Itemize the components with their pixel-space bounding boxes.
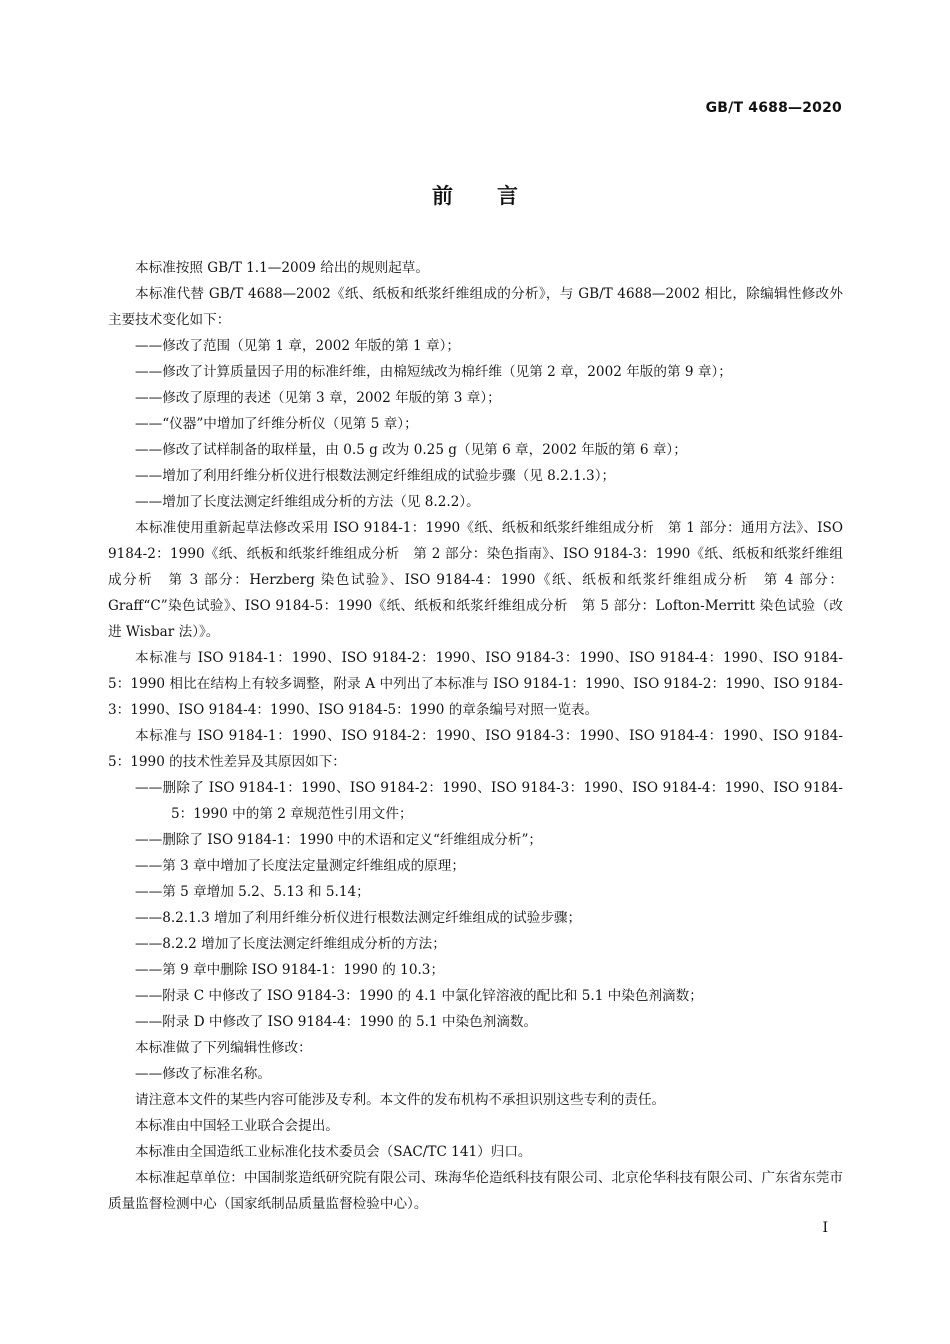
paragraph: 本标准使用重新起草法修改采用 ISO 9184-1：1990《纸、纸板和纸浆纤维组成分析 第 1 部分：通用方法》、ISO 9184-2：1990《纸、纸板和纸浆纤维组成分析 第 2 部分：染色指南》、ISO 9184-3：1990《纸、纸板和纸浆纤维组成分析 第 3 部分：Herzberg 染色试验》、ISO 9184-4：1990《纸、纸板和纸浆纤维组成分析 第 4 部分：Graff“C”染色试验》、ISO 9184-5：1990《纸、纸板和纸浆纤维组成分析 第 5 部分：Lofton-Merritt 染色试验（改进 Wisbar 法）》。 [108,520,843,640]
dash-item: ——第 5 章增加 5.2、5.13 和 5.14； [135,884,370,900]
paragraph: 本标准与 ISO 9184-1：1990、ISO 9184-2：1990、ISO 9184-3：1990、ISO 9184-4：1990、ISO 9184-5：1990 相比在结构上有较多调整，附录 A 中列出了本标准与 ISO 9184-1：1990、ISO 9184-2：1990、ISO 9184-3：1990、ISO 9184-4：1990、ISO 9184-5：1990 的章条编号对照一览表。 [108,650,843,718]
paragraph: 本标准由全国造纸工业标准化技术委员会（SAC/TC 141）归口。 [135,1144,532,1160]
dash-item: ——删除了 ISO 9184-1：1990 中的术语和定义“纤维组成分析”； [135,832,542,848]
paragraph: ——修改了标准名称。 [135,1066,271,1082]
paragraph: 本标准由中国轻工业联合会提出。 [135,1118,339,1134]
dash-item: ——第 3 章中增加了长度法定量测定纤维组成的原理； [135,858,465,874]
standard-number: GB/T 4688—2020 [705,100,842,116]
paragraph: 本标准起草单位：中国制浆造纸研究院有限公司、珠海华伦造纸科技有限公司、北京伦华科技有限公司、广东省东莞市质量监督检测中心（国家纸制品质量监督检验中心）。 [108,1170,843,1212]
foreword-body [108,255,843,1217]
dash-item: ——增加了长度法测定纤维组成分析的方法（见 8.2.2）。 [135,494,480,510]
dash-item: ——附录 C 中修改了 ISO 9184-3：1990 的 4.1 中氯化锌溶液的配比和 5.1 中染色剂滴数； [135,988,703,1004]
dash-item: ——“仪器”中增加了纤维分析仪（见第 5 章）； [135,416,418,432]
dash-item: ——8.2.1.3 增加了利用纤维分析仪进行根数法测定纤维组成的试验步骤； [135,910,582,926]
dash-item: ——修改了试样制备的取样量，由 0.5 g 改为 0.25 g（见第 6 章，2002 年版的第 6 章）； [135,442,687,458]
dash-item: ——附录 D 中修改了 ISO 9184-4：1990 的 5.1 中染色剂滴数。 [135,1014,538,1030]
dash-item: ——增加了利用纤维分析仪进行根数法测定纤维组成的试验步骤（见 8.2.1.3）； [135,468,616,484]
dash-item: ——修改了计算质量因子用的标准纤维，由棉短绒改为棉纤维（见第 2 章，2002 年版的第 9 章）； [135,364,732,380]
paragraph: 请注意本文件的某些内容可能涉及专利。本文件的发布机构不承担识别这些专利的责任。 [135,1092,666,1108]
paragraph: 本标准与 ISO 9184-1：1990、ISO 9184-2：1990、ISO 9184-3：1990、ISO 9184-4：1990、ISO 9184-5：1990 的技术性差异及其原因如下： [108,728,843,770]
paragraph: 本标准做了下列编辑性修改： [135,1040,312,1056]
page-number: I [822,1220,828,1236]
dash-item: ——8.2.2 增加了长度法测定纤维组成分析的方法； [135,936,446,952]
dash-item: ——删除了 ISO 9184-1：1990、ISO 9184-2：1990、ISO 9184-3：1990、ISO 9184-4：1990、ISO 9184-5：1990 中的第 2 章规范性引用文件； [135,780,843,822]
paragraph: 本标准按照 GB/T 1.1—2009 给出的规则起草。 [135,260,429,276]
paragraph: 本标准代替 GB/T 4688—2002《纸、纸板和纸浆纤维组成的分析》，与 GB/T 4688—2002 相比，除编辑性修改外主要技术变化如下： [108,286,843,328]
dash-item: ——修改了原理的表述（见第 3 章，2002 年版的第 3 章）； [135,390,501,406]
dash-item: ——修改了范围（见第 1 章，2002 年版的第 1 章）； [135,338,460,354]
page-title: 前言 [432,184,562,208]
dash-item: ——第 9 章中删除 ISO 9184-1：1990 的 10.3； [135,962,445,978]
